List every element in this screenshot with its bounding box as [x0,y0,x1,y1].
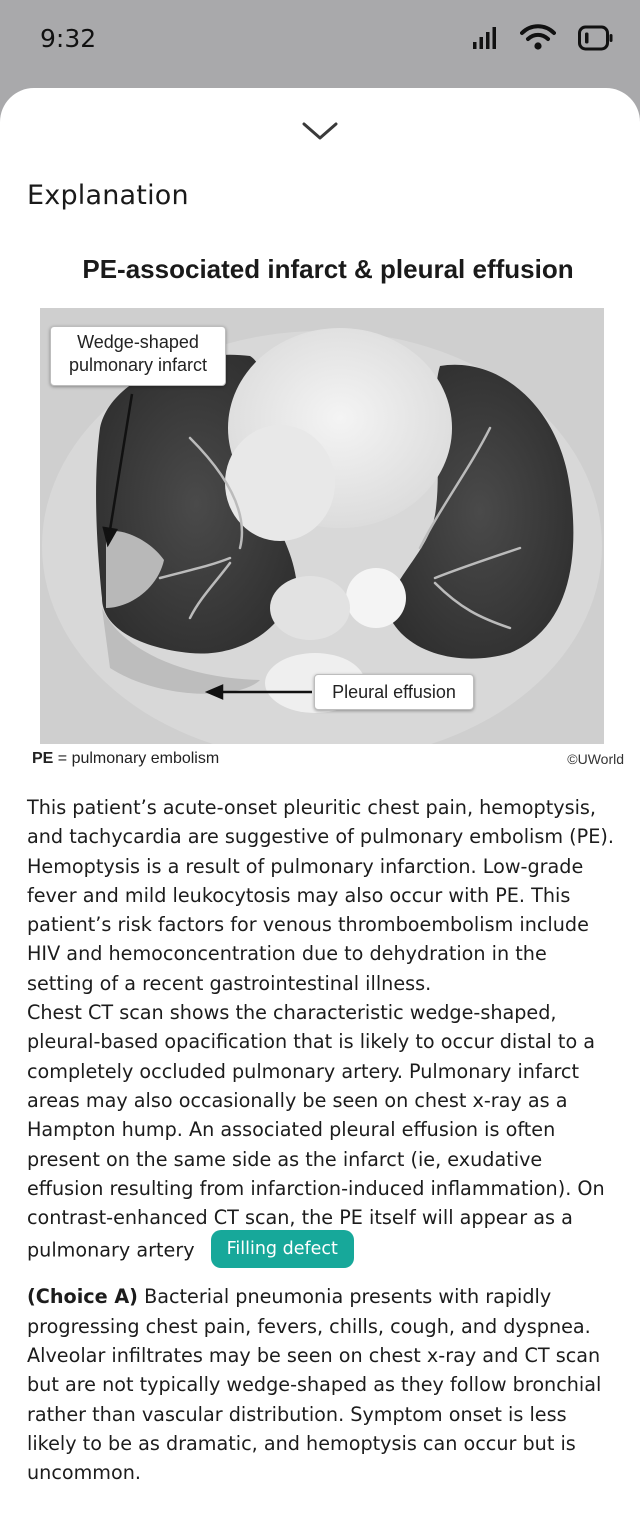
status-icons [472,24,614,52]
figure-caption [32,750,219,768]
paragraph-text: Bacterial pneumonia presents with rapidly progressing chest pain, fevers, chills, cough, and dyspnea. Alveolar infiltrates may be seen on chest x-ray and CT scan but are not typically wedge-shaped as they follow bronchial rather than vascular distribution. Symptom onset is less likely to be as dramatic, and hemoptysis can occur but is uncommon. [27,1285,602,1485]
callout-effusion: Pleural effusion [314,674,474,710]
battery-icon [578,25,614,51]
callout-infarct [50,326,226,386]
sheet-title: Explanation [27,180,189,211]
status-bar [0,0,640,88]
caption-text: = pulmonary embolism [53,750,220,767]
choice-label: (Choice A) [27,1285,138,1309]
paragraph-text: Chest CT scan shows the characteristic wedge-shaped, pleural-based opacification that is likely to occur distal to a completely occluded pulmonary artery. Pulmonary infarct areas may also occasionally be seen on chest x-ray as a Hampton hump. An associated pleural effusion is often present on the same side as the infarct (ie, exudative effusion resulting from infarction-induced inflammation). On contrast-enhanced CT scan, the PE itself will appear as a pulmonary artery [27,1001,605,1262]
figure-credit: ©UWorld [567,751,624,767]
explanation-paragraph [27,998,617,1270]
explanation-sheet [0,88,640,1516]
explanation-body [27,793,617,1488]
figure-title: PE-associated infarct & pleural effusion [82,254,574,284]
explanation-figure [28,240,624,780]
callout-infarct-line2: pulmonary infarct [68,355,208,375]
callout-infarct-line1: Wedge-shaped [77,332,199,352]
explanation-paragraph: This patient’s acute-onset pleuritic chest pain, hemoptysis, and tachycardia are suggestive of pulmonary embolism (PE). Hemoptysis is a result of pulmonary infarction. Low-grade fever and mild leukocytosis may also occur with PE. This patient’s risk factors for venous thromboembolism include HIV and hemoconcentration due to dehydration in the setting of a recent gastrointestinal illness. [27,796,614,995]
filling-defect-pill[interactable]: Filling defect [211,1230,354,1268]
explanation-paragraph [27,1282,617,1487]
signal-icon [472,26,498,50]
chevron-down-icon[interactable] [300,116,340,146]
status-time: 9:32 [40,24,97,53]
caption-abbr: PE [32,750,54,767]
wifi-icon [520,24,556,52]
